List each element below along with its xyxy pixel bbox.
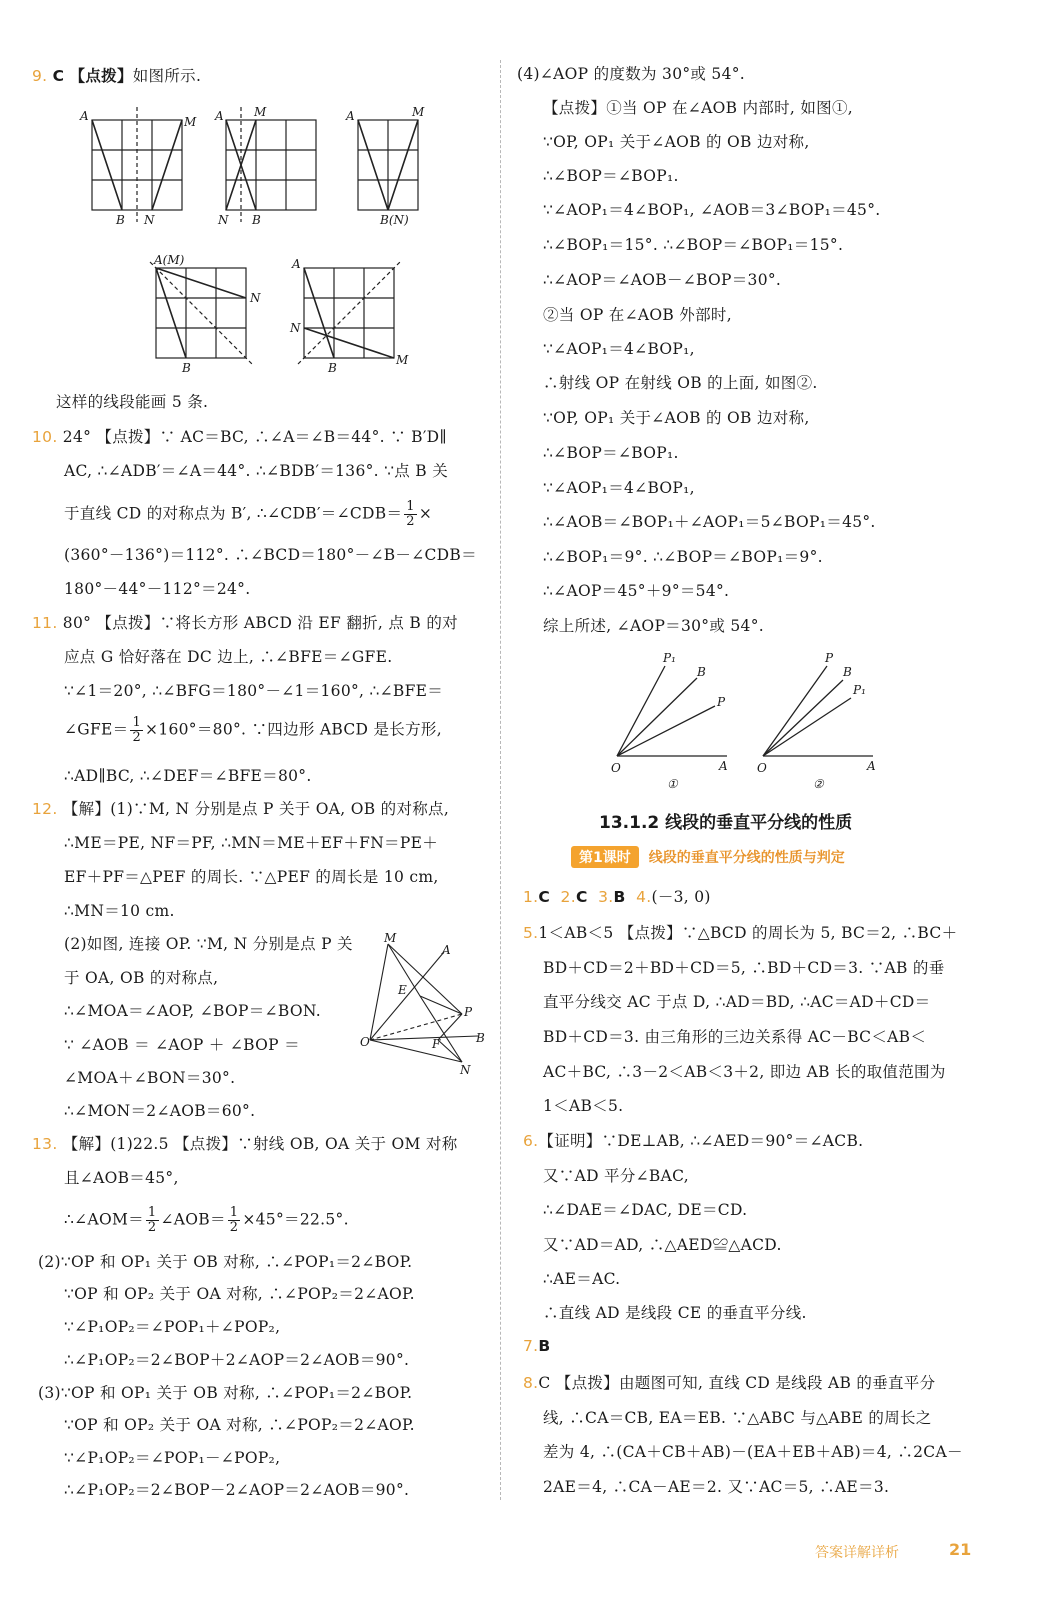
- q13-cont-line: ∴∠AOB＝∠BOP₁＋∠AOP₁＝5∠BOP₁＝45°.: [543, 513, 876, 531]
- q9-label: M: [412, 105, 425, 119]
- q6-line: 又∵AD＝AD, ∴△AED≌△ACD.: [543, 1236, 782, 1254]
- q13-line: ∵OP 和 OP₂ 关于 OA 对称, ∴∠POP₂＝2∠AOP.: [64, 1285, 415, 1303]
- fraction-numerator: 1: [132, 715, 142, 730]
- q9-label: B(N): [380, 213, 409, 227]
- q5-line: BD＋CD＝3. 由三角形的三边关系得 AC－BC＜AB＜: [543, 1028, 927, 1046]
- q12-line: [32, 797, 449, 819]
- q13-label: A: [719, 759, 728, 773]
- q10-line: AC, ∴∠ADB′＝∠A＝44°. ∴∠BDB′＝136°. ∵点 B 关: [64, 462, 449, 480]
- q9-figure-grids: [78, 102, 425, 232]
- q13-line: 且∠AOB＝45°,: [64, 1169, 179, 1187]
- q11-line: ∵∠1＝20°, ∴∠BFG＝180°－∠1＝160°, ∴∠BFE＝: [64, 682, 444, 700]
- q3-answer: B: [613, 888, 626, 906]
- q9-label: M: [254, 105, 267, 119]
- q13-cont-line: (4)∠AOP 的度数为 30°或 54°.: [517, 65, 746, 83]
- q13-label: ②: [813, 777, 824, 791]
- q9-label: N: [250, 291, 261, 305]
- lesson-tag: 第1课时: [571, 846, 639, 868]
- q1-number: 1.: [523, 888, 539, 906]
- q12-label: F: [432, 1037, 441, 1051]
- q12-line: ∠MOA＋∠BON＝30°.: [64, 1069, 236, 1087]
- q12-line: ∴∠MON＝2∠AOB＝60°.: [64, 1102, 256, 1120]
- q5-text: 1＜AB＜5 【点拨】∵△BCD 的周长为 5, BC＝2, ∴BC＋: [538, 924, 958, 942]
- q10-number: 10.: [32, 428, 58, 446]
- q1-answer: C: [538, 888, 551, 906]
- q13-cont-line: ②当 OP 在∠AOB 外部时,: [543, 306, 732, 324]
- q13-fraction: [146, 1206, 159, 1235]
- q13-text: ∴∠AOM＝: [64, 1210, 144, 1229]
- q13-fraction: [228, 1206, 241, 1235]
- q13-label: O: [611, 761, 621, 775]
- q9-text: 如图所示.: [132, 67, 202, 85]
- fraction-denominator: 2: [147, 1220, 157, 1235]
- fraction-denominator: 2: [406, 514, 415, 529]
- q6-text: 【证明】∵DE⊥AB, ∴∠AED＝90°＝∠ACB.: [538, 1132, 864, 1150]
- q9-header: [32, 64, 201, 86]
- q12-label: E: [398, 983, 407, 997]
- q13-line: [32, 1132, 458, 1154]
- q9-label: M: [184, 115, 197, 129]
- q13-line: ∵∠P₁OP₂＝∠POP₁＋∠POP₂,: [64, 1318, 281, 1336]
- q13-cont-line: ∴∠BOP＝∠BOP₁.: [543, 167, 679, 185]
- q13-label: P: [717, 695, 726, 709]
- q10-line: [32, 425, 447, 447]
- q13-cont-line: ∴∠BOP＝∠BOP₁.: [543, 444, 679, 462]
- lesson-title: 线段的垂直平分线的性质与判定: [648, 850, 845, 866]
- q9-label: B: [116, 213, 125, 227]
- q6-line: ∴∠DAE＝∠DAC, DE＝CD.: [543, 1201, 748, 1219]
- q13-line: ∴∠P₁OP₂＝2∠BOP－2∠AOP＝2∠AOB＝90°.: [64, 1481, 410, 1499]
- q5-line: BD＋CD＝2＋BD＋CD＝5, ∴BD＋CD＝3. ∵AB 的垂: [543, 959, 945, 977]
- q13-cont-line: ∵OP, OP₁ 关于∠AOB 的 OB 边对称,: [543, 409, 810, 427]
- q11-line: [32, 611, 458, 633]
- footer-label: 答案详解详析: [815, 1545, 899, 1561]
- q9-label: A: [346, 109, 355, 123]
- q13-label: P: [825, 651, 834, 665]
- column-divider: [500, 60, 501, 1500]
- q13-label: A: [867, 759, 876, 773]
- fraction-denominator: 2: [132, 730, 142, 745]
- q2-answer: C: [575, 888, 588, 906]
- q13-cont-line: ∴∠BOP₁＝9°. ∴∠BOP＝∠BOP₁＝9°.: [543, 548, 823, 566]
- q11-line: ∴AD∥BC, ∴∠DEF＝∠BFE＝80°.: [64, 767, 312, 785]
- q13-cont-line: ∴射线 OP 在射线 OB 的上面, 如图②.: [543, 374, 818, 392]
- fraction-numerator: 1: [147, 1205, 157, 1220]
- q10-text: 24° 【点拨】∵ AC＝BC, ∴∠A＝∠B＝44°. ∵ B′D∥: [62, 428, 447, 446]
- page-number: 21: [949, 1540, 972, 1559]
- q13-cont-line: ∵OP, OP₁ 关于∠AOB 的 OB 边对称,: [543, 133, 810, 151]
- fraction-denominator: 2: [229, 1220, 239, 1235]
- q6-line: [523, 1129, 863, 1151]
- q8-text: C 【点拨】由题图可知, 直线 CD 是线段 AB 的垂直平分: [538, 1374, 936, 1392]
- q13-text: ∠AOB＝: [160, 1210, 226, 1229]
- q13-line: ∴∠P₁OP₂＝2∠BOP＋2∠AOP＝2∠AOB＝90°.: [64, 1351, 410, 1369]
- q10-line: [64, 500, 432, 529]
- q5-line: AC＋BC, ∴3－2＜AB＜3＋2, 即边 AB 长的取值范围为: [543, 1063, 946, 1081]
- q13-label: B: [697, 665, 706, 679]
- q11-number: 11.: [32, 614, 58, 632]
- q12-line: ∴∠MOA＝∠AOP, ∠BOP＝∠BON.: [64, 1002, 321, 1020]
- q12-line: (2)如图, 连接 OP. ∵M, N 分别是点 P 关: [64, 935, 353, 953]
- q11-line: 应点 G 恰好落在 DC 边上, ∴∠BFE＝∠GFE.: [64, 648, 393, 666]
- q5-number: 5.: [523, 924, 539, 942]
- q1-4-answers: [523, 885, 711, 907]
- q9-label: A(M): [154, 253, 185, 267]
- q13-cont-line: ∴∠AOP＝45°＋9°＝54°.: [543, 582, 730, 600]
- q11-text: ×160°＝80°. ∵四边形 ABCD 是长方形,: [145, 720, 442, 739]
- q13-figure-angles: [605, 648, 895, 798]
- q10-line: (360°－136°)＝112°. ∴∠BCD＝180°－∠B－∠CDB＝: [64, 546, 477, 564]
- q12-line: ∵ ∠AOB ＝ ∠AOP ＋ ∠BOP ＝: [64, 1036, 300, 1054]
- q4-number: 4.: [636, 888, 652, 906]
- q12-figure: [360, 928, 490, 1078]
- q12-label: B: [476, 1031, 485, 1045]
- q9-label: A: [80, 109, 89, 123]
- q11-text: 80° 【点拨】∵将长方形 ABCD 沿 EF 翻折, 点 B 的对: [62, 614, 458, 632]
- q9-label: B: [252, 213, 261, 227]
- q10-fraction: [404, 500, 417, 529]
- q8-number: 8.: [523, 1374, 539, 1392]
- q9-label: B: [328, 361, 337, 375]
- q13-number: 13.: [32, 1135, 58, 1153]
- q12-number: 12.: [32, 800, 58, 818]
- q9-label: A: [215, 109, 224, 123]
- q10-text: ×: [418, 504, 433, 523]
- q13-line: (2)∵OP 和 OP₁ 关于 OB 对称, ∴∠POP₁＝2∠BOP.: [38, 1253, 413, 1271]
- q9-conclusion: 这样的线段能画 5 条.: [56, 393, 209, 411]
- q13-cont-line: ∴∠AOP＝∠AOB－∠BOP＝30°.: [543, 271, 782, 289]
- q8-line: 2AE＝4, ∴CA－AE＝2. 又∵AC＝5, ∴AE＝3.: [543, 1478, 890, 1496]
- q6-number: 6.: [523, 1132, 539, 1150]
- q9-label: N: [218, 213, 229, 227]
- q13-cont-line: ∵∠AOP₁＝4∠BOP₁, ∠AOB＝3∠BOP₁＝45°.: [543, 201, 881, 219]
- q8-line: 线, ∴CA＝CB, EA＝EB. ∵△ABC 与△ABE 的周长之: [543, 1409, 932, 1427]
- q12-line: 于 OA, OB 的对称点,: [64, 969, 219, 987]
- q5-line: 直平分线交 AC 于点 D, ∴AD＝BD, ∴AC＝AD＋CD＝: [543, 993, 931, 1011]
- q9-label: N: [290, 321, 301, 335]
- q13-label: P₁: [663, 651, 676, 665]
- q13-line: ∵OP 和 OP₂ 关于 OA 对称, ∴∠POP₂＝2∠AOP.: [64, 1416, 415, 1434]
- q9-figure-grids-2: [140, 252, 430, 376]
- q12-line: ∴MN＝10 cm.: [64, 902, 175, 920]
- fraction-numerator: 1: [406, 499, 415, 514]
- q12-label: P: [464, 1005, 473, 1019]
- q13-label: O: [757, 761, 767, 775]
- q11-line: [64, 716, 442, 745]
- lesson-heading: [571, 846, 845, 868]
- q9-tag: 【点拨】: [69, 67, 133, 85]
- q7-line: [523, 1337, 551, 1355]
- q9-number: 9.: [32, 67, 48, 85]
- q12-text: 【解】(1)∵M, N 分别是点 P 关于 OA, OB 的对称点,: [62, 800, 450, 818]
- q12-line: EF＋PF＝△PEF 的周长. ∵△PEF 的周长是 10 cm,: [64, 868, 439, 886]
- q13-cont-line: ∵∠AOP₁＝4∠BOP₁,: [543, 340, 695, 358]
- q6-line: 又∵AD 平分∠BAC,: [543, 1167, 689, 1185]
- q12-label: O: [360, 1035, 370, 1049]
- q12-label: A: [442, 943, 451, 957]
- q13-line: ∵∠P₁OP₂＝∠POP₁－∠POP₂,: [64, 1449, 281, 1467]
- q11-fraction: [130, 716, 143, 745]
- q5-line: [523, 921, 957, 943]
- q13-line: (3)∵OP 和 OP₁ 关于 OB 对称, ∴∠POP₁＝2∠BOP.: [38, 1384, 413, 1402]
- q9-label: A: [292, 257, 301, 271]
- q12-line: ∴ME＝PE, NF＝PF, ∴MN＝ME＋EF＋FN＝PE＋: [64, 834, 438, 852]
- section-title: 13.1.2 线段的垂直平分线的性质: [599, 813, 853, 833]
- q3-number: 3.: [598, 888, 614, 906]
- q4-answer: (－3, 0): [651, 888, 711, 906]
- q6-line: ∴直线 AD 是线段 CE 的垂直平分线.: [543, 1304, 807, 1322]
- q11-text: ∠GFE＝: [64, 720, 129, 739]
- q12-label: N: [460, 1063, 471, 1077]
- q7-answer: B: [538, 1337, 551, 1355]
- q9-label: N: [144, 213, 155, 227]
- q13-cont-line: 综上所述, ∠AOP＝30°或 54°.: [543, 617, 764, 635]
- q13-label: ①: [667, 777, 678, 791]
- q7-number: 7.: [523, 1337, 539, 1355]
- q13-cont-line: ∵∠AOP₁＝4∠BOP₁,: [543, 479, 695, 497]
- q10-line: 180°－44°－112°＝24°.: [64, 580, 251, 598]
- q13-label: P₁: [853, 683, 866, 697]
- q9-answer: C: [52, 67, 65, 85]
- q6-line: ∴AE＝AC.: [543, 1270, 621, 1288]
- q2-number: 2.: [560, 888, 576, 906]
- q13-text: ×45°＝22.5°.: [242, 1210, 349, 1229]
- q10-text: 于直线 CD 的对称点为 B′, ∴∠CDB′＝∠CDB＝: [64, 504, 403, 523]
- q13-cont-line: ∴∠BOP₁＝15°. ∴∠BOP＝∠BOP₁＝15°.: [543, 236, 844, 254]
- q8-line: [523, 1371, 935, 1393]
- q5-line: 1＜AB＜5.: [543, 1097, 624, 1115]
- fraction-numerator: 1: [229, 1205, 239, 1220]
- q12-label: M: [384, 931, 397, 945]
- q9-label: B: [182, 361, 191, 375]
- q13-text: 【解】(1)22.5 【点拨】∵射线 OB, OA 关于 OM 对称: [62, 1135, 458, 1153]
- q9-label: M: [396, 353, 409, 367]
- q8-line: 差为 4, ∴(CA＋CB＋AB)－(EA＋EB＋AB)＝4, ∴2CA－: [543, 1443, 963, 1461]
- q13-line: [64, 1206, 349, 1235]
- q13-cont-line: 【点拨】①当 OP 在∠AOB 内部时, 如图①,: [543, 99, 853, 117]
- q13-label: B: [843, 665, 852, 679]
